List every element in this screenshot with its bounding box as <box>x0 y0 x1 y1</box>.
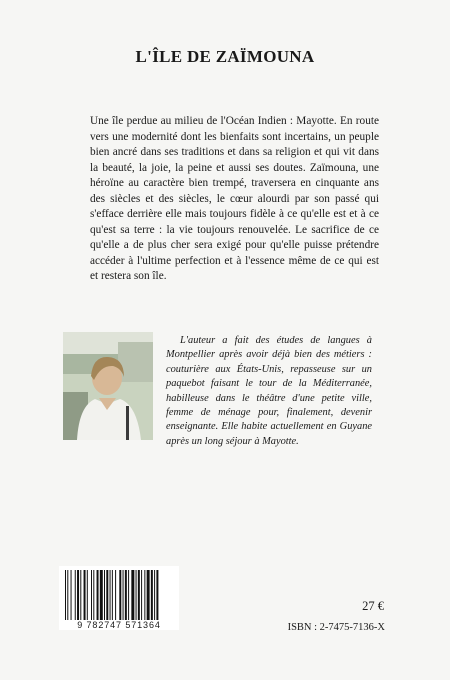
isbn-label: ISBN : 2-7475-7136-X <box>287 622 385 633</box>
price-label: 27 € <box>362 599 384 613</box>
book-title: L'ÎLE DE ZAÏMOUNA <box>135 47 315 66</box>
barcode-image <box>59 566 179 628</box>
author-photo <box>63 332 153 440</box>
synopsis-text: Une île perdue au milieu de l'Océan Indien : Mayotte. En route vers une modernité dont les bienfaits sont incertains, un peuple bien ancré dans ses traditions et dans sa religion et qui vit dans la beauté, la joie, la peine et aussi ses doutes. Zaïmouna, une héroïne au caractère bien trempé, traversera en cinquante ans des siècles et des siècles, le cœur alourdi par son passé qui s'efface derrière elle mais toujours fidèle à ce qu'elle est et à ce qu'est sa terre : la vie toujours renouvelée. Le sacrifice de ce qu'elle a de plus cher sera exigé pour qu'elle puisse prétendre accéder à l'ultime perfection et à l'essence même de ce qui est et restera son île. <box>90 115 379 282</box>
barcode-number: 9 782747 571364 <box>59 620 179 630</box>
author-bio: L'auteur a fait des études de langues à Montpellier après avoir déjà bien des métiers : couturière aux États-Unis, repasseuse sur un paquebot faisant le tour de la Méditerranée, habilleuse dans le théâtre d'une petite ville, femme de ménage pour, finalement, devenir enseignante. Elle habite actuellement en Guyane après un long séjour à Mayotte. <box>166 335 372 447</box>
